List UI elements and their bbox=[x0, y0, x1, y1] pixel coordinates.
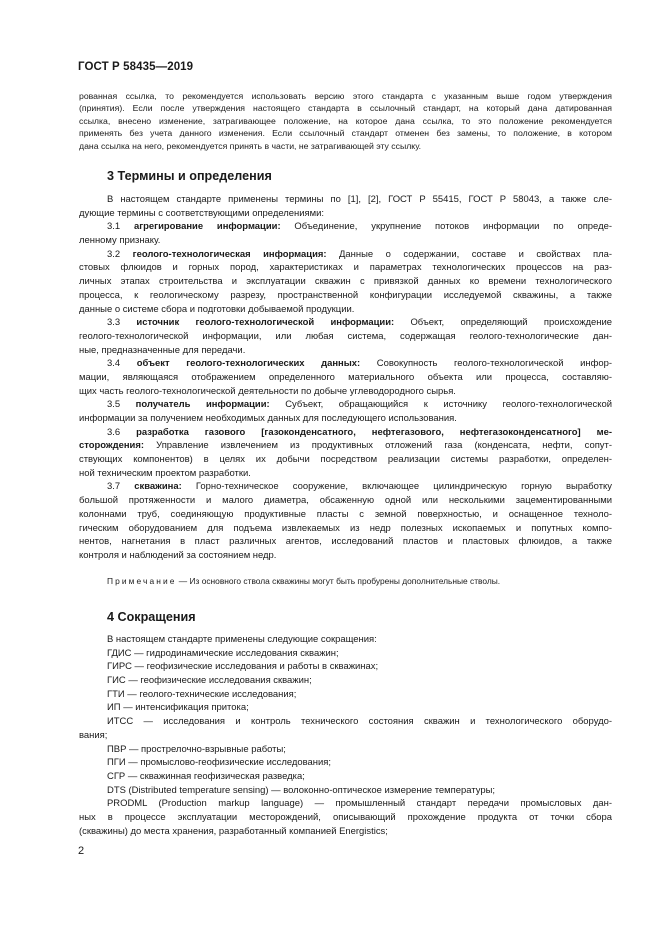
text-line: (скважины) до места хранения, разработанный компанией Energistics; bbox=[79, 825, 388, 837]
term-3-1: 3.1 агрегирование информации: Объединение, укрупнение потоков информации по опреде- bbox=[107, 221, 612, 233]
abbreviation-item: ГДИС — гидродинамические исследования скважин; bbox=[107, 647, 339, 659]
abbreviation-item: PRODML (Production markup language) — промышленный стандарт передачи промысловых дан- bbox=[107, 798, 612, 810]
abbreviation-item: ПВР — прострелочно-взрывные работы; bbox=[107, 743, 286, 755]
term-3-4: 3.4 объект геолого-технологических данных: Совокупность геолого-технологической инфор- bbox=[107, 358, 612, 370]
text-line: ссылка, внесено изменение, затрагивающее положение, на которое дана ссылка, то это положение рекомендуется bbox=[79, 115, 612, 126]
text-line: личных этапах строительства и эксплуатации скважин с привязкой данных ко времени технологического bbox=[79, 276, 612, 288]
text-line: информации за получением необходимых данных для последующего использования. bbox=[79, 413, 457, 424]
term-name: получатель информации: bbox=[135, 399, 270, 411]
note-label: Примечание bbox=[107, 576, 177, 586]
term-3-5: 3.5 получатель информации: Субъект, обращающийся к источнику геолого-технологической bbox=[107, 399, 612, 411]
term-name: агрегирование информации: bbox=[133, 221, 281, 233]
abbreviation-item: ПГИ — промыслово-геофизические исследования; bbox=[107, 757, 332, 769]
document-code-header: ГОСТ Р 58435—2019 bbox=[78, 61, 194, 73]
section-4-heading: 4 Сокращения bbox=[107, 610, 196, 624]
text-line: В настоящем стандарте применены следующие сокращения: bbox=[107, 634, 377, 645]
text-line: применять без учета данного изменения. Если ссылочный стандарт отменен без замены, то положение, в котором bbox=[79, 128, 612, 139]
intro-paragraph bbox=[79, 90, 612, 152]
text-line: нентов, нагнетания в пласт различных агентов, исследований пластов и пластовых флюидов, а также bbox=[79, 536, 612, 548]
text-line: ной техническим проектом разработки. bbox=[79, 467, 251, 479]
text-line: ствующих компонентов) в целях их добычи посредством реализации системы разработки, определен- bbox=[79, 454, 612, 466]
text-line: большой протяженности и малого диаметра, обсаженную одной или несколькими зацементированными bbox=[79, 495, 612, 507]
text-line: ные, предназначенные для передачи. bbox=[79, 344, 246, 356]
text-line: сторождения: Управление извлечением из продуктивных отложений газа (конденсата, нефти, сопут- bbox=[79, 440, 612, 452]
term-3-3: 3.3 источник геолого-технологической информации: Объект, определяющий происхождение bbox=[107, 317, 612, 329]
abbreviation-item: ИТСС — исследования и контроль технического состояния скважин и технологического оборудо- bbox=[107, 716, 612, 728]
page-number: 2 bbox=[78, 845, 85, 857]
text-line: данные о системе сбора и подготовки добываемой продукции. bbox=[79, 303, 355, 315]
text-line: процесса, к геологическому разрезу, пространственной конфигурации исследуемой скважины, а также bbox=[79, 289, 612, 301]
term-3-7: 3.7 скважина: Горно-техническое сооружение, включающее цилиндрическую горную выработку bbox=[107, 481, 612, 493]
term-3-2: 3.2 геолого-технологическая информация: Данные о содержании, составе и свойствах пла- bbox=[107, 248, 612, 260]
text-line: стовых флюидов и горных пород, характеристиках и параметрах технологических процессов на раз- bbox=[79, 262, 612, 274]
abbreviation-item: DTS (Distributed temperature sensing) — волоконно-оптическое измерение температуры; bbox=[107, 784, 496, 796]
text-line: мации, являющаяся отображением определенного материального объекта или процесса, составляю- bbox=[79, 371, 612, 383]
abbreviation-item: СГР — скважинная геофизическая разведка; bbox=[107, 770, 305, 782]
text-line: (принятия). Если после утверждения настоящего стандарта в ссылочный стандарт, на который дана датированная bbox=[79, 103, 612, 114]
term-name: объект геолого-технологических данных: bbox=[136, 358, 361, 370]
text-line: рованная ссылка, то рекомендуется использовать версию этого стандарта с указанным выше годом утверждения bbox=[79, 91, 612, 101]
section-3-note: Примечание — Из основного ствола скважины могут быть пробурены дополнительные стволы. bbox=[107, 576, 501, 586]
text-line: вания; bbox=[79, 729, 108, 741]
term-3-6: 3.6 разработка газового [газоконденсатного, нефтегазового, нефтегазоконденсатного] ме- bbox=[107, 426, 612, 438]
term-name: сторождения: bbox=[79, 440, 144, 452]
text-line: дана ссылка на него, рекомендуется принять в части, не затрагивающей эту ссылку. bbox=[79, 140, 422, 151]
section-3-heading: 3 Термины и определения bbox=[107, 169, 272, 183]
term-name: геолого-технологическая информация: bbox=[132, 248, 327, 260]
abbreviation-item: ГИС — геофизические исследования скважин; bbox=[107, 675, 312, 687]
term-name: разработка газового [газоконденсатного, нефтегазового, нефтегазоконденсатного] ме- bbox=[136, 426, 612, 438]
section-4-body bbox=[79, 633, 612, 838]
text-line: щих часть геолого-технологической деятельности по добыче углеводородного сырья. bbox=[79, 385, 456, 397]
text-line: контроля и наблюдений за состоянием недр. bbox=[79, 549, 277, 561]
text-line: геолого-технологической информации, или любая система, содержащая геолого-технологические дан- bbox=[79, 330, 612, 342]
section-3-body bbox=[79, 193, 612, 563]
text-line: колоннами труб, соединяющую продуктивные пласты с земной поверхностью, и оснащенное техноло- bbox=[79, 508, 612, 520]
text-line: ленному признаку. bbox=[79, 235, 161, 247]
text-line: гическим оборудованием для подъема извлекаемых из недр полезных ископаемых и попутных компо- bbox=[79, 522, 612, 534]
term-name: источник геолого-технологической информации: bbox=[136, 317, 395, 329]
text-line: дующие термины с соответствующими определениями: bbox=[79, 207, 325, 219]
abbreviation-item: ГИРС — геофизические исследования и работы в скважинах; bbox=[107, 661, 379, 673]
abbreviation-item: ИП — интенсификация притока; bbox=[107, 702, 249, 714]
text-line: В настоящем стандарте применены термины по [1], [2], ГОСТ Р 55415, ГОСТ Р 58043, а также сле- bbox=[107, 194, 612, 205]
text-line: ных в процессе эксплуатации месторождений, описывающий прохождение продукта от точки сбора bbox=[79, 811, 612, 823]
term-name: скважина: bbox=[134, 481, 182, 493]
abbreviation-item: ГТИ — геолого-технические исследования; bbox=[107, 688, 297, 700]
